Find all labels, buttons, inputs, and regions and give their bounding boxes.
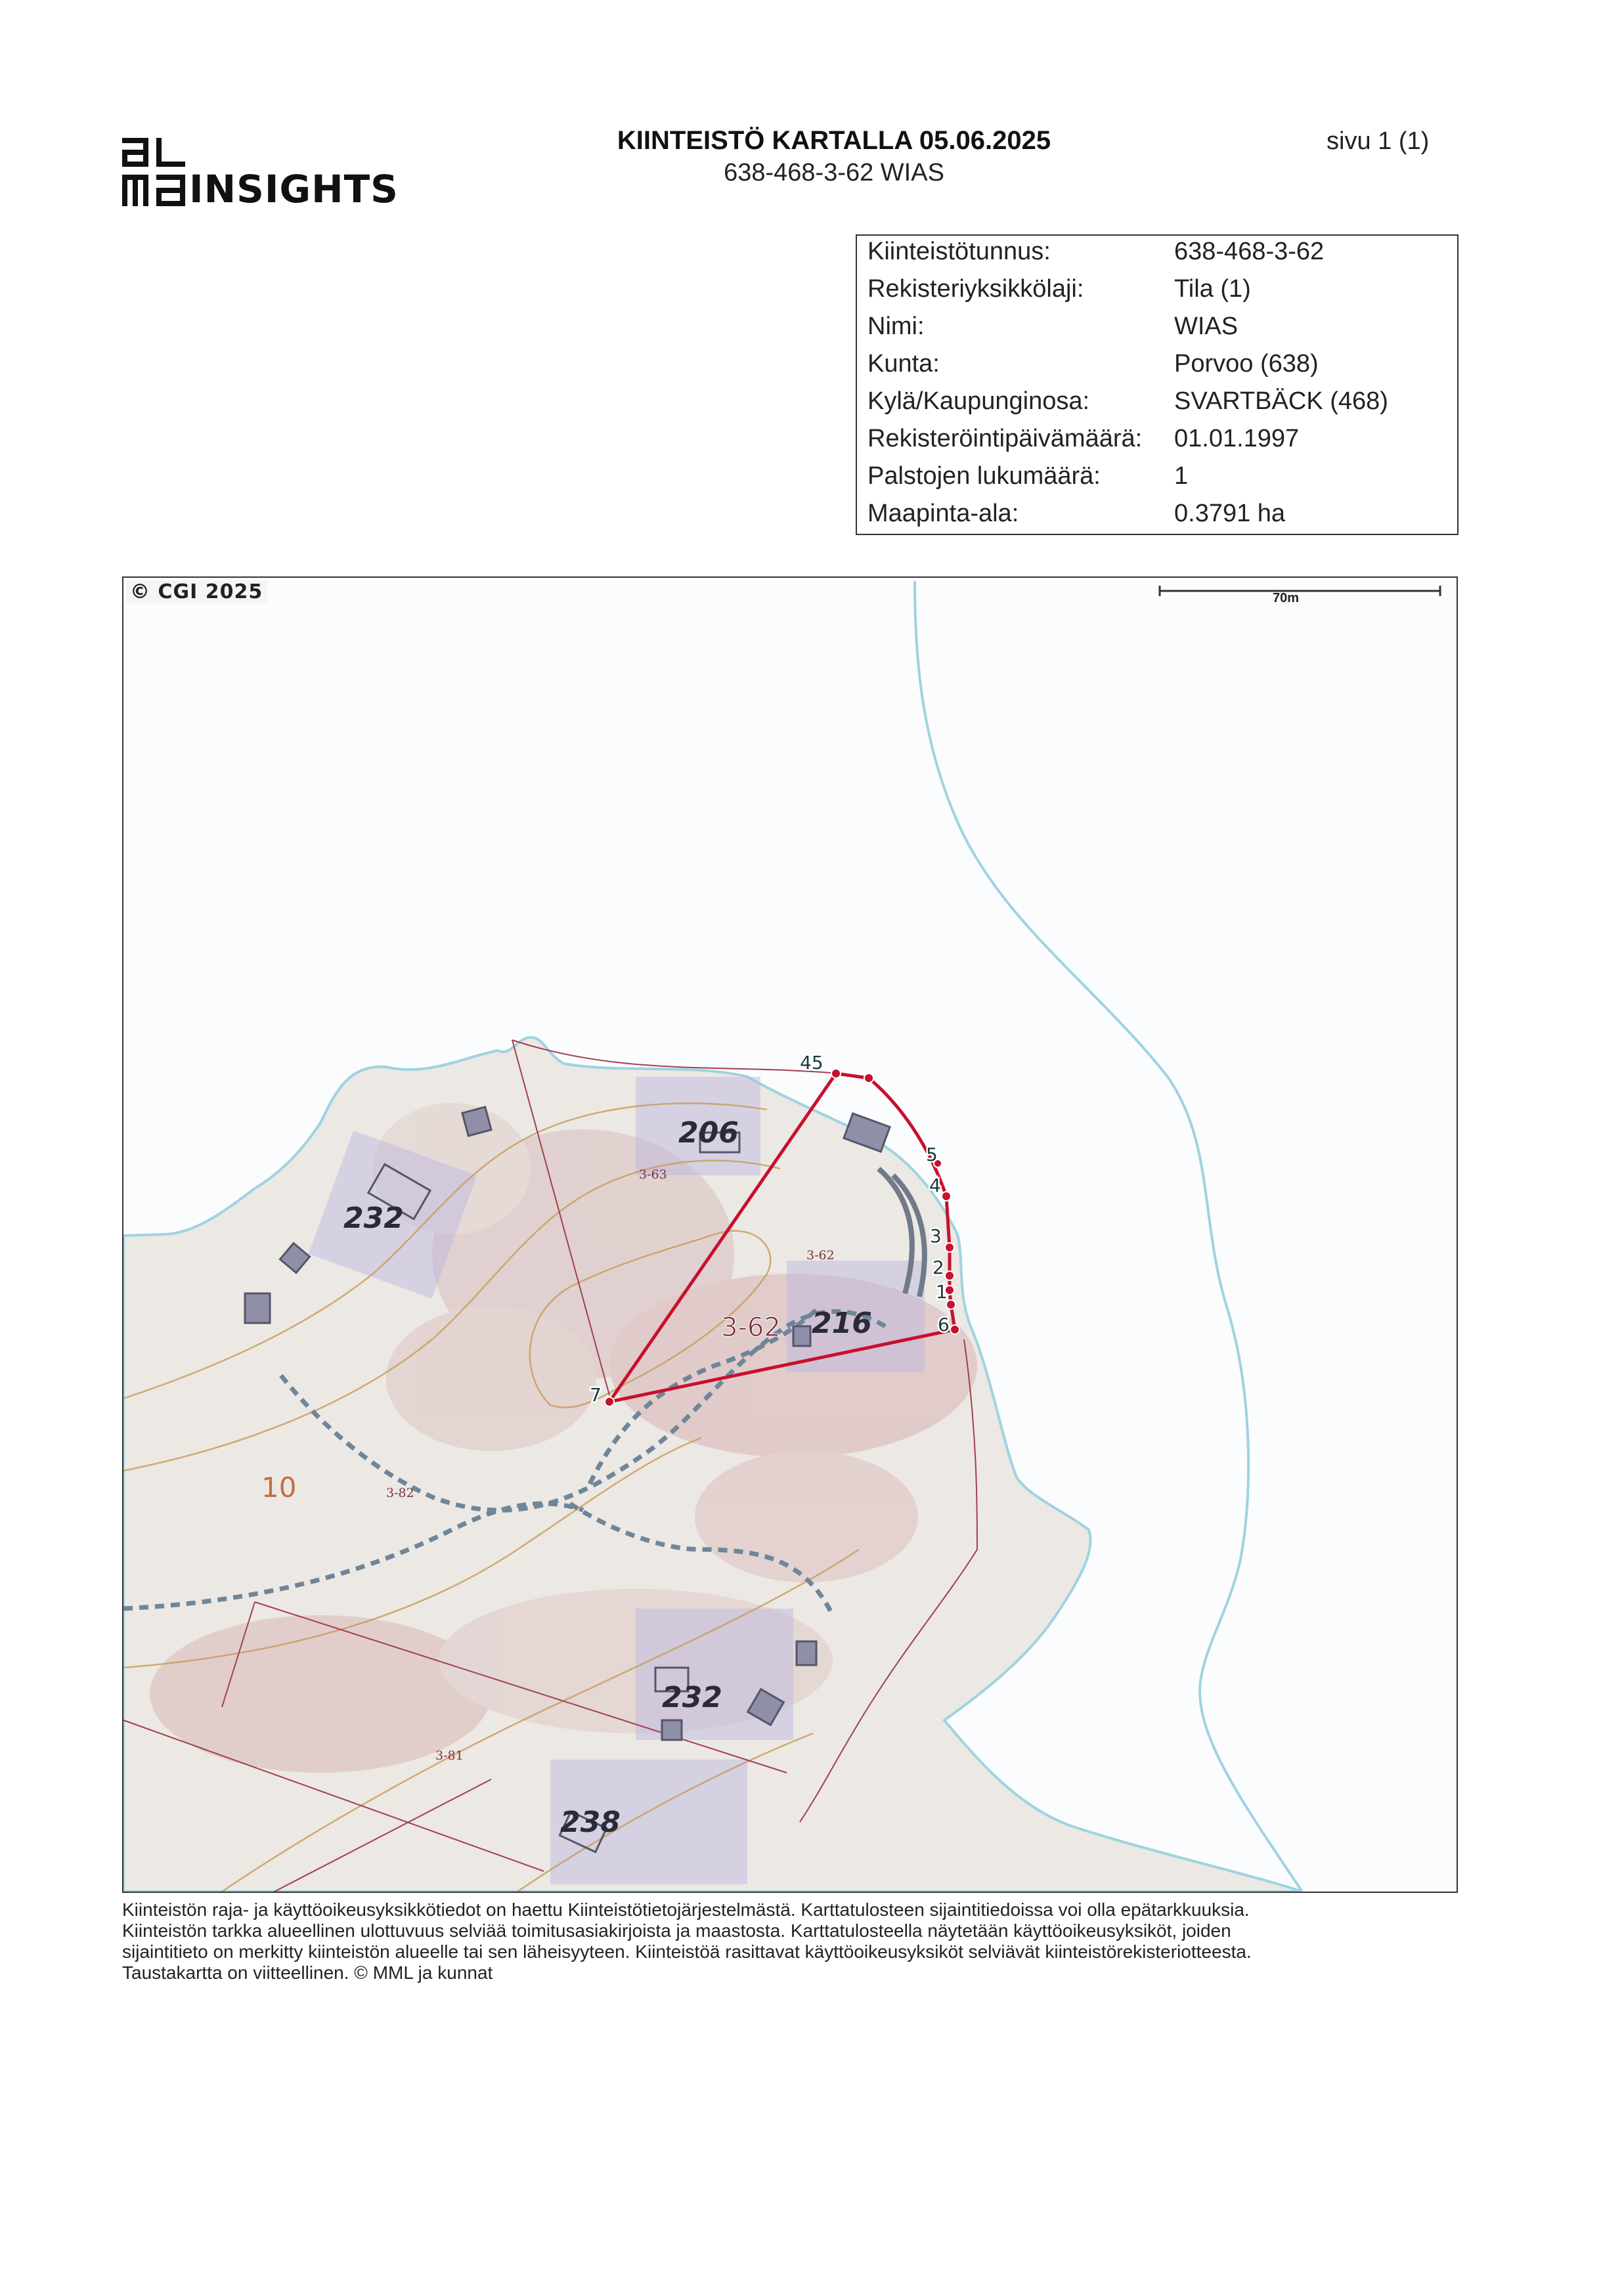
building-number: 238 (560, 1806, 621, 1839)
alma-logo-icon (122, 138, 185, 207)
boundary-point-label: 45 (800, 1052, 823, 1073)
boundary-point-label: 3 (930, 1225, 942, 1247)
contour-label: 10 (261, 1471, 297, 1504)
document-title: KIINTEISTÖ KARTALLA 05.06.2025 (617, 126, 1051, 155)
building-number: 216 (812, 1307, 872, 1340)
info-label: Palstojen lukumäärä: (867, 462, 1101, 490)
info-row-village (857, 385, 1457, 423)
info-label: Kunta: (867, 350, 940, 378)
parcel-label: 3-62 (806, 1248, 835, 1263)
boundary-point-label: 2 (933, 1257, 944, 1278)
info-value: SVARTBÄCK (468) (1174, 387, 1388, 415)
boundary-point-label: 7 (590, 1384, 602, 1406)
logo-text: INSIGHTS (189, 167, 399, 211)
info-label: Maapinta-ala: (867, 500, 1019, 527)
building-number: 232 (662, 1681, 722, 1714)
info-label: Kylä/Kaupunginosa: (867, 387, 1090, 415)
disclaimer-text (122, 1899, 1488, 1983)
disclaimer-line: sijaintitieto on merkitty kiinteistön alueelle tai sen läheisyyteen. Kiinteistöä rasittavat käyttöoikeusyksiköt selviävät kiinteistörekisteriotteesta. (122, 1941, 1252, 1962)
info-label: Rekisteriyksikkölaji: (867, 275, 1084, 303)
info-row-unit-type (857, 273, 1457, 311)
parcel-label: 3-82 (386, 1486, 414, 1500)
info-value: 638-468-3-62 (1174, 238, 1325, 265)
boundary-point-label: 5 (926, 1144, 938, 1165)
info-value: Porvoo (638) (1174, 350, 1319, 378)
company-logo (122, 138, 398, 210)
info-row-parcel-count (857, 460, 1457, 498)
boundary-point-label: 6 (938, 1314, 950, 1335)
scale-bar (1160, 586, 1440, 596)
building-number: 206 (678, 1116, 739, 1150)
map-canvas (123, 578, 1457, 1892)
parcel-label: 3-63 (639, 1167, 667, 1182)
building-number: 232 (343, 1202, 404, 1235)
info-row-registration-date (857, 423, 1457, 460)
page-number: sivu 1 (1) (1327, 127, 1430, 155)
property-map[interactable] (122, 576, 1458, 1893)
property-info-table (856, 234, 1459, 535)
info-label: Kiinteistötunnus: (867, 238, 1051, 265)
info-row-municipality (857, 348, 1457, 385)
disclaimer-line: Taustakartta on viitteellinen. © MML ja kunnat (122, 1962, 493, 1983)
scale-label: 70m (1273, 591, 1300, 605)
info-row-land-area (857, 498, 1457, 535)
boundary-point-label: 1 (936, 1281, 948, 1303)
boundary-point-label: 4 (929, 1175, 941, 1196)
disclaimer-line: Kiinteistön raja- ja käyttöoikeusyksikkötiedot on haettu Kiinteistötietojärjestelmästä. Karttatulosteen sijaintitiedoissa voi olla epätarkkuuksia. (122, 1899, 1250, 1920)
info-row-name (857, 311, 1457, 348)
disclaimer-line: Kiinteistön tarkka alueellinen ulottuvuus selviää toimitusasiakirjoista ja maastosta. Karttatulosteella näytetään käyttöoikeusyksiköt, joiden (122, 1920, 1231, 1941)
map-copyright: © CGI 2025 (126, 580, 267, 603)
info-value: 01.01.1997 (1174, 425, 1300, 452)
info-value: 0.3791 ha (1174, 500, 1286, 527)
info-label: Nimi: (867, 313, 925, 340)
info-label: Rekisteröintipäivämäärä: (867, 425, 1143, 452)
parcel-label: 3-81 (435, 1748, 464, 1763)
info-value: Tila (1) (1174, 275, 1251, 303)
info-row-property-id (857, 236, 1457, 273)
info-value: WIAS (1174, 313, 1239, 340)
document-subtitle: 638-468-3-62 WIAS (724, 159, 944, 186)
info-value: 1 (1174, 462, 1189, 490)
property-parcel-label: 3-62 (721, 1312, 781, 1343)
